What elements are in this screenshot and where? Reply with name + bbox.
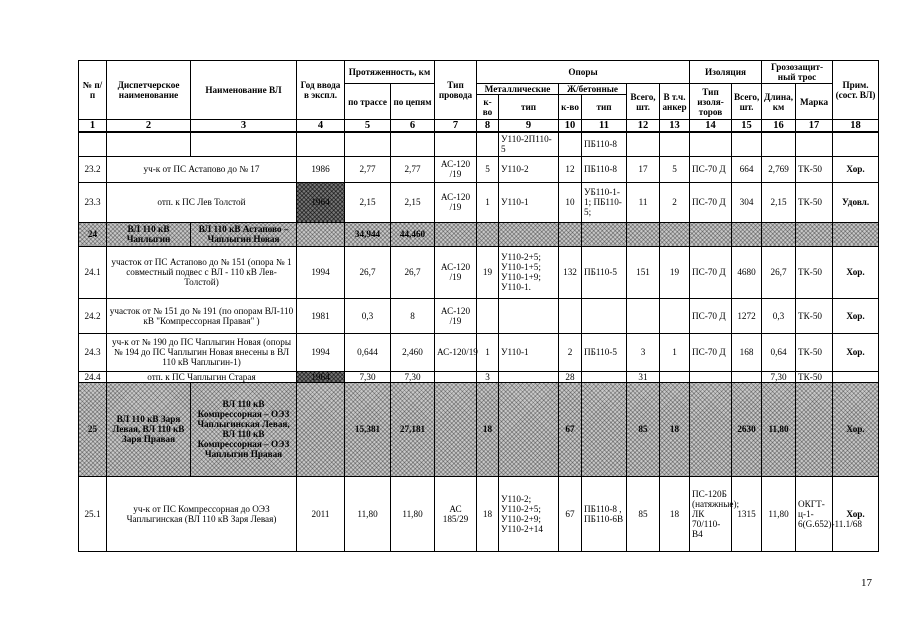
cell-km-route: 2,15 <box>345 182 391 222</box>
cell-g-len: 0,64 <box>762 333 796 371</box>
col-number: 6 <box>391 120 435 133</box>
cell-concrete-count: 28 <box>559 371 582 382</box>
cell-wire: АС-120 /19 <box>435 182 477 222</box>
cell-metal-count: 1 <box>477 333 499 371</box>
cell-description: отп. к ПС Чаплыгин Старая <box>107 371 297 382</box>
col-number: 4 <box>297 120 345 133</box>
cell-total: 11 <box>627 182 660 222</box>
cell-km-circuit: 44,460 <box>391 222 435 246</box>
cell-concrete-count: 67 <box>559 476 582 551</box>
cell-name: ВЛ 110 кВ Астапово – Чаплыгин Новая <box>191 222 297 246</box>
cell-km-circuit: 2,460 <box>391 333 435 371</box>
header-len-circuit: по цепям <box>391 84 435 120</box>
cell-concrete-type <box>582 222 627 246</box>
cell-year: 1986 <box>297 156 345 182</box>
table-row <box>79 333 879 371</box>
cell-ins-total: 2630 <box>732 382 762 476</box>
cell-concrete-type: УБ110-1-1; ПБ110-5; <box>582 182 627 222</box>
header-length: Протяженность, км <box>345 61 435 84</box>
table-container <box>78 60 878 552</box>
cell-num: 24.1 <box>79 246 107 298</box>
header-concrete: Ж/бетонные <box>559 84 627 95</box>
cell-total: 85 <box>627 382 660 476</box>
cell-wire: АС-120/19 <box>435 333 477 371</box>
cell-concrete-type <box>582 298 627 333</box>
cell-year <box>297 132 345 156</box>
header-metal: Металлические <box>477 84 559 95</box>
header-ground-wire: Грозозащит-ный трос <box>762 61 833 84</box>
cell-concrete-count <box>559 132 582 156</box>
cell-year <box>297 222 345 246</box>
cell-g-len: 0,3 <box>762 298 796 333</box>
cell-concrete-type: ПБ110-5 <box>582 333 627 371</box>
cell-metal-count <box>477 298 499 333</box>
table-row <box>79 476 879 551</box>
col-number: 10 <box>559 120 582 133</box>
cell-g-mark <box>796 132 833 156</box>
col-number: 1 <box>79 120 107 133</box>
header-year: Год ввода в экспл. <box>297 61 345 120</box>
cell-year: 1981 <box>297 298 345 333</box>
cell-ins-type <box>690 132 732 156</box>
cell-num: 24 <box>79 222 107 246</box>
col-number: 8 <box>477 120 499 133</box>
cell-g-mark: ОКГТ-ц-1-6(G.652)-11.1/68 <box>796 476 833 551</box>
cell-num: 24.4 <box>79 371 107 382</box>
cell-ins-total: 1315 <box>732 476 762 551</box>
cell-name: ВЛ 110 кВ Компрессорная – ОЭЗ Чаплыгинская Левая, ВЛ 110 кВ Компрессорная – ОЭЗ Чаплыгин Правая <box>191 382 297 476</box>
cell-concrete-count: 2 <box>559 333 582 371</box>
cell-name <box>191 132 297 156</box>
cell-km-route: 15,381 <box>345 382 391 476</box>
cell-ins-total: 1272 <box>732 298 762 333</box>
header-ins-total: Всего, шт. <box>732 84 762 120</box>
cell-ins-type <box>690 371 732 382</box>
cell-anchor <box>660 222 690 246</box>
cell-concrete-count: 67 <box>559 382 582 476</box>
cell-disp <box>107 132 191 156</box>
cell-wire <box>435 382 477 476</box>
cell-note: Хор. <box>833 298 879 333</box>
cell-ins-total: 664 <box>732 156 762 182</box>
cell-anchor <box>660 132 690 156</box>
cell-ins-type <box>690 382 732 476</box>
cell-disp: ВЛ 110 кВ Чаплыгин <box>107 222 191 246</box>
cell-metal-type: У110-1 <box>499 182 559 222</box>
cell-anchor: 5 <box>660 156 690 182</box>
cell-metal-type: У110-2+5; У110-1+5; У110-1+9; У110-1. <box>499 246 559 298</box>
cell-wire: АС-120 /19 <box>435 156 477 182</box>
cell-concrete-type <box>582 371 627 382</box>
cell-total <box>627 132 660 156</box>
col-number: 16 <box>762 120 796 133</box>
cell-note: Удовл. <box>833 182 879 222</box>
cell-ins-type: ПС-70 Д <box>690 246 732 298</box>
cell-g-mark: ТК-50 <box>796 246 833 298</box>
cell-num: 24.2 <box>79 298 107 333</box>
cell-km-route: 0,644 <box>345 333 391 371</box>
cell-concrete-count: 10 <box>559 182 582 222</box>
cell-g-len <box>762 222 796 246</box>
cell-anchor: 2 <box>660 182 690 222</box>
col-number: 13 <box>660 120 690 133</box>
cell-g-mark: ТК-50 <box>796 333 833 371</box>
table-row <box>79 246 879 298</box>
cell-description: отп. к ПС Лев Толстой <box>107 182 297 222</box>
header-disp: Диспетчерское наименование <box>107 61 191 120</box>
header-num: № п/п <box>79 61 107 120</box>
cell-g-mark: ТК-50 <box>796 182 833 222</box>
cell-km-circuit: 11,80 <box>391 476 435 551</box>
cell-metal-count <box>477 222 499 246</box>
header-supports: Опоры <box>477 61 690 84</box>
cell-metal-type <box>499 382 559 476</box>
col-number: 9 <box>499 120 559 133</box>
cell-ins-type: ПС-70 Д <box>690 182 732 222</box>
cell-num: 25 <box>79 382 107 476</box>
cell-metal-type: У110-2; У110-2+5; У110-2+9; У110-2+14 <box>499 476 559 551</box>
header-note: Прим. (сост. ВЛ) <box>833 61 879 120</box>
col-number: 7 <box>435 120 477 133</box>
cell-year: 1994 <box>297 333 345 371</box>
cell-metal-count: 18 <box>477 382 499 476</box>
table-row <box>79 132 879 156</box>
header-concrete-count: к-во <box>559 95 582 120</box>
cell-year: 1964 <box>297 182 345 222</box>
cell-metal-count: 1 <box>477 182 499 222</box>
header-concrete-type: тип <box>582 95 627 120</box>
cell-note <box>833 371 879 382</box>
cell-year: 2011 <box>297 476 345 551</box>
cell-concrete-type <box>582 382 627 476</box>
cell-total: 85 <box>627 476 660 551</box>
col-number: 14 <box>690 120 732 133</box>
col-number: 15 <box>732 120 762 133</box>
table-row <box>79 298 879 333</box>
cell-description: уч-к от № 190 до ПС Чаплыгин Новая (опоры № 194 до ПС Чаплыгин Новая внесены в ВЛ 110 кВ Чаплыгин-1) <box>107 333 297 371</box>
cell-wire: АС 185/29 <box>435 476 477 551</box>
header-len-route: по трассе <box>345 84 391 120</box>
cell-ins-type: ПС-70 Д <box>690 298 732 333</box>
cell-note <box>833 222 879 246</box>
col-number: 5 <box>345 120 391 133</box>
cell-km-route: 7,30 <box>345 371 391 382</box>
cell-ins-total: 4680 <box>732 246 762 298</box>
cell-metal-count: 19 <box>477 246 499 298</box>
cell-year: 1964 <box>297 371 345 382</box>
cell-metal-count: 5 <box>477 156 499 182</box>
cell-year: 1994 <box>297 246 345 298</box>
cell-g-mark: ТК-50 <box>796 156 833 182</box>
cell-concrete-count: 132 <box>559 246 582 298</box>
cell-g-len: 26,7 <box>762 246 796 298</box>
cell-year <box>297 382 345 476</box>
cell-concrete-type: ПБ110-8 <box>582 156 627 182</box>
col-number: 2 <box>107 120 191 133</box>
table-row-group <box>79 222 879 246</box>
cell-km-route: 11,80 <box>345 476 391 551</box>
cell-note: Хор. <box>833 382 879 476</box>
cell-disp: ВЛ 110 кВ Заря Левая, ВЛ 110 кВ Заря Правая <box>107 382 191 476</box>
cell-g-len: 2,769 <box>762 156 796 182</box>
header-g-len: Длина, км <box>762 84 796 120</box>
cell-km-route: 0,3 <box>345 298 391 333</box>
cell-wire <box>435 132 477 156</box>
cell-km-route: 26,7 <box>345 246 391 298</box>
cell-note: Хор. <box>833 476 879 551</box>
cell-g-len: 2,15 <box>762 182 796 222</box>
cell-total: 151 <box>627 246 660 298</box>
cell-metal-count: 18 <box>477 476 499 551</box>
page-number: 17 <box>861 577 872 589</box>
cell-km-circuit: 2,77 <box>391 156 435 182</box>
col-number: 18 <box>833 120 879 133</box>
header-wire: Тип провода <box>435 61 477 120</box>
cell-metal-type: У110-2 <box>499 156 559 182</box>
cell-num: 23.2 <box>79 156 107 182</box>
cell-g-len: 11,80 <box>762 382 796 476</box>
cell-anchor: 1 <box>660 333 690 371</box>
cell-km-circuit: 8 <box>391 298 435 333</box>
cell-ins-total: 168 <box>732 333 762 371</box>
cell-anchor <box>660 298 690 333</box>
cell-metal-type <box>499 298 559 333</box>
cell-wire <box>435 371 477 382</box>
cell-km-route: 2,77 <box>345 156 391 182</box>
table-row <box>79 156 879 182</box>
cell-note: Хор. <box>833 246 879 298</box>
cell-ins-total <box>732 371 762 382</box>
cell-concrete-count <box>559 298 582 333</box>
cell-num: 25.1 <box>79 476 107 551</box>
cell-wire: АС-120 /19 <box>435 246 477 298</box>
cell-km-circuit: 26,7 <box>391 246 435 298</box>
cell-g-len <box>762 132 796 156</box>
header-name: Наименование ВЛ <box>191 61 297 120</box>
cell-ins-type: ПС-70 Д <box>690 333 732 371</box>
cell-total: 3 <box>627 333 660 371</box>
cell-km-route: 34,944 <box>345 222 391 246</box>
cell-ins-type: ПС-70 Д <box>690 156 732 182</box>
cell-concrete-count: 12 <box>559 156 582 182</box>
cell-total <box>627 222 660 246</box>
header-anchor: В т.ч. анкер <box>660 84 690 120</box>
cell-num: 24.3 <box>79 333 107 371</box>
cell-ins-type <box>690 222 732 246</box>
col-number: 17 <box>796 120 833 133</box>
cell-description: уч-к от ПС Компрессорная до ОЭЗ Чаплыгинская (ВЛ 110 кВ Заря Левая) <box>107 476 297 551</box>
cell-num <box>79 132 107 156</box>
cell-concrete-type: ПБ110-8 , ПБ110-6В <box>582 476 627 551</box>
col-number: 11 <box>582 120 627 133</box>
header-ins-type: Тип изоля-торов <box>690 84 732 120</box>
cell-metal-type <box>499 371 559 382</box>
cell-anchor <box>660 371 690 382</box>
cell-metal-type <box>499 222 559 246</box>
cell-ins-type: ПС-120Б (натяжные); ЛК 70/110-В4 <box>690 476 732 551</box>
cell-metal-type: У110-1 <box>499 333 559 371</box>
cell-ins-total <box>732 132 762 156</box>
cell-km-circuit <box>391 132 435 156</box>
cell-description: участок от № 151 до № 191 (по опорам ВЛ-110 кВ "Компрессорная Правая" ) <box>107 298 297 333</box>
cell-g-mark: ТК-50 <box>796 298 833 333</box>
cell-g-mark <box>796 222 833 246</box>
cell-km-circuit: 27,181 <box>391 382 435 476</box>
table-row-group <box>79 382 879 476</box>
cell-concrete-type: ПБ110-5 <box>582 246 627 298</box>
cell-ins-total <box>732 222 762 246</box>
cell-total: 17 <box>627 156 660 182</box>
cell-wire <box>435 222 477 246</box>
header-g-mark: Марка <box>796 84 833 120</box>
cell-g-mark: ТК-50 <box>796 371 833 382</box>
header-metal-type: тип <box>499 95 559 120</box>
cell-description: уч-к от ПС Астапово до № 17 <box>107 156 297 182</box>
cell-anchor: 18 <box>660 476 690 551</box>
header-total: Всего, шт. <box>627 84 660 120</box>
cell-note: Хор. <box>833 333 879 371</box>
cell-g-len: 11,80 <box>762 476 796 551</box>
cell-g-mark <box>796 382 833 476</box>
cell-anchor: 19 <box>660 246 690 298</box>
cell-ins-total: 304 <box>732 182 762 222</box>
cell-metal-type: У110-2П110-5 <box>499 132 559 156</box>
cell-wire: АС-120 /19 <box>435 298 477 333</box>
cell-num: 23.3 <box>79 182 107 222</box>
cell-metal-count: 3 <box>477 371 499 382</box>
table-row <box>79 371 879 382</box>
cell-concrete-type: ПБ110-8 <box>582 132 627 156</box>
cell-description: участок от ПС Астапово до № 151 (опора № 1 совместный подвес с ВЛ - 110 кВ Лев-Толстой) <box>107 246 297 298</box>
cell-total <box>627 298 660 333</box>
cell-km-route <box>345 132 391 156</box>
cell-g-len: 7,30 <box>762 371 796 382</box>
cell-km-circuit: 7,30 <box>391 371 435 382</box>
power-lines-table <box>78 60 879 552</box>
col-number: 3 <box>191 120 297 133</box>
cell-note: Хор. <box>833 156 879 182</box>
header-insulation: Изоляция <box>690 61 762 84</box>
cell-anchor: 18 <box>660 382 690 476</box>
cell-total: 31 <box>627 371 660 382</box>
cell-metal-count <box>477 132 499 156</box>
col-number: 12 <box>627 120 660 133</box>
table-row <box>79 182 879 222</box>
cell-km-circuit: 2,15 <box>391 182 435 222</box>
header-metal-count: к-во <box>477 95 499 120</box>
cell-concrete-count <box>559 222 582 246</box>
cell-note <box>833 132 879 156</box>
